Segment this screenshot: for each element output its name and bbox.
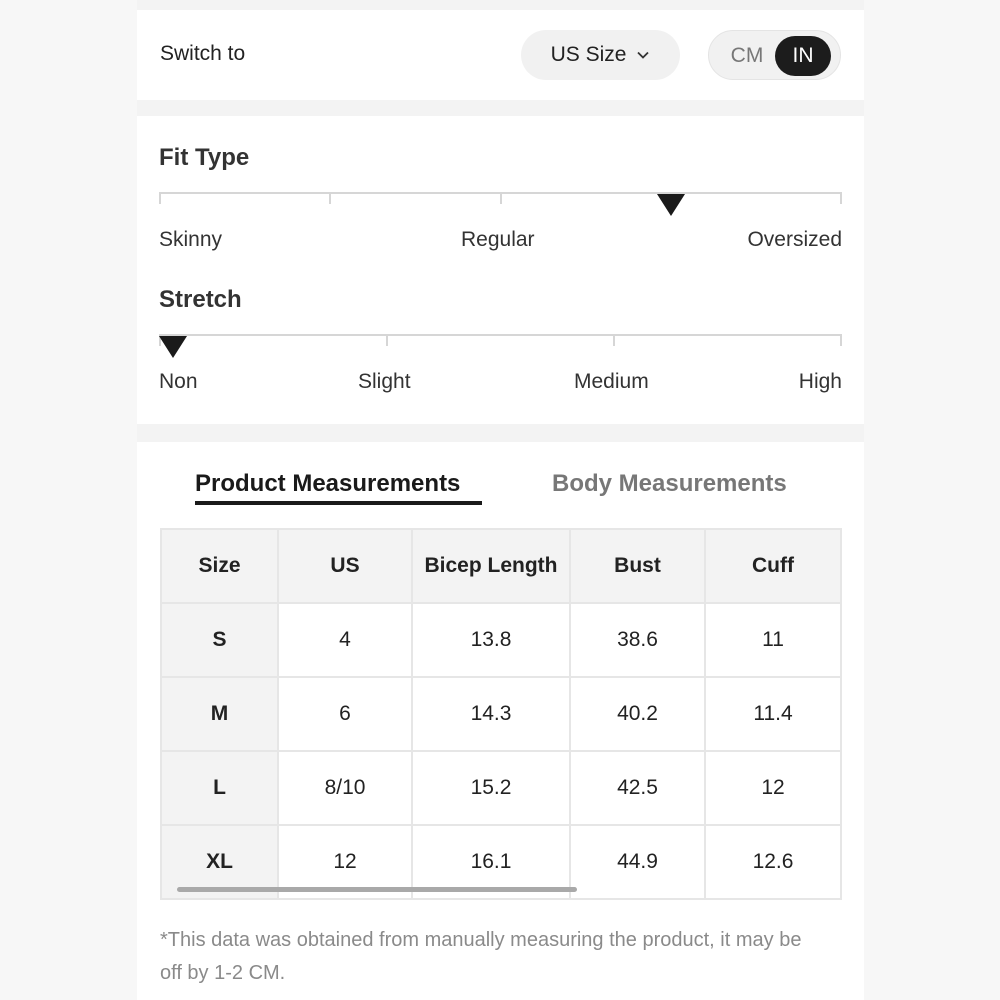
- bicep-length-cell: 14.3: [412, 677, 570, 751]
- fit-label-regular: Regular: [461, 228, 535, 251]
- stretch-label-non: Non: [159, 370, 198, 393]
- bicep-length-cell: 16.1: [412, 825, 570, 899]
- size-cell: M: [161, 677, 278, 751]
- bust-cell: 38.6: [570, 603, 705, 677]
- tab-body-measurements[interactable]: Body Measurements: [552, 470, 787, 497]
- fit-stretch-card: [137, 116, 864, 424]
- stretch-title: Stretch: [159, 286, 242, 313]
- us-cell: 6: [278, 677, 412, 751]
- unit-option-in[interactable]: IN: [775, 36, 831, 76]
- cuff-cell: 12.6: [705, 825, 841, 899]
- fit-type-marker-icon: [657, 194, 685, 216]
- table-horizontal-scrollbar[interactable]: [177, 887, 577, 892]
- fit-type-scale: [159, 192, 842, 204]
- column-header-us: US: [278, 529, 412, 603]
- size-system-dropdown[interactable]: [521, 30, 680, 80]
- stretch-scale: [159, 334, 842, 346]
- bust-cell: 42.5: [570, 751, 705, 825]
- size-cell: L: [161, 751, 278, 825]
- size-switch-bar: [137, 10, 864, 100]
- us-cell: 12: [278, 825, 412, 899]
- us-cell: 8/10: [278, 751, 412, 825]
- cuff-cell: 11: [705, 603, 841, 677]
- unit-toggle[interactable]: [708, 30, 841, 80]
- stretch-label-slight: Slight: [358, 370, 411, 393]
- size-system-value: US Size: [550, 43, 627, 66]
- stretch-label-high: High: [798, 370, 842, 393]
- size-cell: XL: [161, 825, 278, 899]
- measurements-card: [137, 442, 864, 1000]
- table-row: [161, 677, 841, 751]
- active-tab-indicator: [195, 501, 482, 505]
- chevron-down-icon: [636, 48, 650, 62]
- tab-product-measurements[interactable]: Product Measurements: [195, 470, 461, 497]
- size-cell: S: [161, 603, 278, 677]
- bust-cell: 44.9: [570, 825, 705, 899]
- cuff-cell: 11.4: [705, 677, 841, 751]
- column-header-size: Size: [161, 529, 278, 603]
- fit-label-skinny: Skinny: [159, 228, 223, 251]
- bicep-length-cell: 13.8: [412, 603, 570, 677]
- unit-option-cm[interactable]: CM: [730, 44, 764, 67]
- table-row: [161, 751, 841, 825]
- bust-cell: 40.2: [570, 677, 705, 751]
- fit-label-oversized: Oversized: [747, 228, 842, 251]
- bicep-length-cell: 15.2: [412, 751, 570, 825]
- table-header-row: [161, 529, 841, 603]
- column-header-bicep-length: Bicep Length: [412, 529, 570, 603]
- us-cell: 4: [278, 603, 412, 677]
- measurement-disclaimer: *This data was obtained from manually measuring the product, it may be off by 1-2 CM.: [160, 929, 802, 984]
- fit-type-title: Fit Type: [159, 144, 250, 171]
- stretch-marker-icon: [159, 336, 187, 358]
- column-header-bust: Bust: [570, 529, 705, 603]
- stretch-label-medium: Medium: [574, 370, 649, 393]
- cuff-cell: 12: [705, 751, 841, 825]
- measurements-table: [160, 528, 842, 900]
- column-header-cuff: Cuff: [705, 529, 841, 603]
- size-guide-panel: [137, 0, 864, 1000]
- switch-to-label: Switch to: [160, 42, 246, 65]
- table-row: [161, 603, 841, 677]
